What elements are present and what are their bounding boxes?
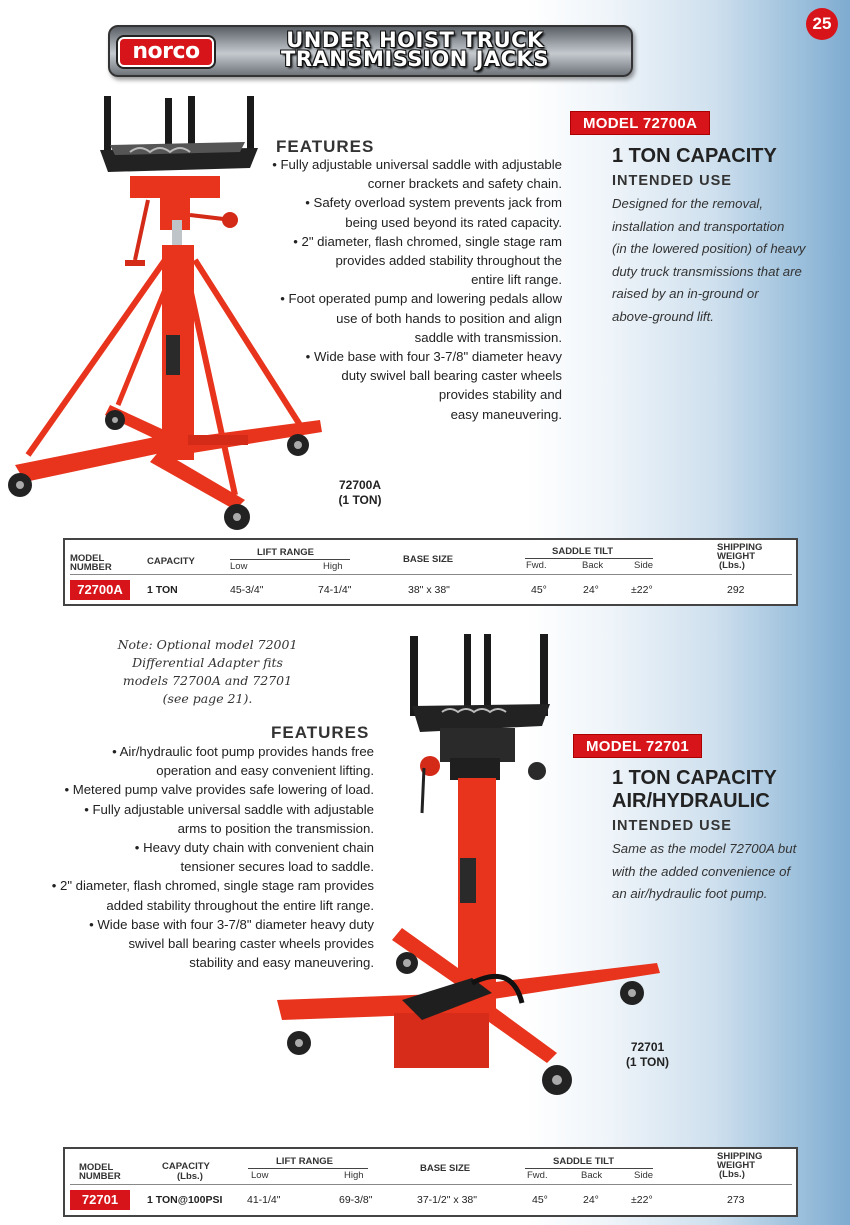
cell-side: ±22°: [631, 1194, 653, 1206]
intended-use-line: Designed for the removal,: [612, 196, 763, 211]
header-low: Low: [230, 561, 248, 572]
cell-back: 24°: [583, 1194, 599, 1206]
header-fwd: Fwd.: [527, 1170, 548, 1181]
header-shipping: SHIPPING: [717, 542, 763, 553]
header-base-size: BASE SIZE: [403, 554, 454, 565]
cell-back: 24°: [583, 584, 599, 596]
intended-use-title-72701: INTENDED USE: [612, 818, 732, 834]
note-line: (see page 21).: [162, 691, 253, 706]
image-caption-72700a: [320, 478, 400, 508]
header-lift-range: LIFT RANGE: [276, 1156, 333, 1167]
saddle-tilt-rule: [525, 558, 653, 559]
header-lbs: (Lbs.): [719, 1169, 745, 1180]
feature-line: operation and easy convenient lifting.: [156, 763, 374, 779]
feature-line: duty swivel ball bearing caster wheels: [341, 368, 562, 384]
header-weight: WEIGHT: [717, 551, 755, 562]
feature-line: • Wide base with four 3-7/8" diameter heavy: [305, 349, 562, 365]
feature-line: • Heavy duty chain with convenient chain: [134, 840, 374, 856]
row-model-tag: 72700A: [70, 580, 130, 600]
saddle-tilt-rule: [525, 1168, 653, 1169]
feature-line: swivel ball bearing caster wheels provides: [128, 936, 374, 952]
feature-line: saddle with transmission.: [414, 329, 562, 345]
page-title-line2: TRANSMISSION JACKS: [281, 47, 549, 71]
cell-high: 74-1/4": [318, 584, 352, 596]
header-back: Back: [581, 1170, 603, 1181]
header-back: Back: [582, 560, 604, 571]
header-side: Side: [634, 1170, 654, 1181]
page-title: [230, 28, 600, 71]
capacity-title-72701: [612, 767, 777, 813]
header-model: MODEL: [79, 1162, 114, 1173]
feature-line: • Fully adjustable universal saddle with adjustable: [272, 157, 562, 172]
cell-weight: 273: [727, 1194, 745, 1206]
row-model-tag: 72701: [70, 1190, 130, 1210]
intended-use-text-72701: [612, 838, 832, 906]
cell-low: 45-3/4": [230, 584, 264, 596]
intended-use-line: installation and transportation: [612, 218, 785, 234]
intended-use-line: an air/hydraulic foot pump.: [612, 886, 768, 901]
capacity-title-72700a: 1 TON CAPACITY: [612, 145, 777, 167]
cell-high: 69-3/8": [339, 1194, 373, 1206]
header-fwd: Fwd.: [526, 560, 547, 571]
note-line: models 72700A and 72701: [122, 673, 293, 688]
intended-use-line: raised by an in-ground or: [612, 286, 759, 301]
header-capacity-unit: (Lbs.): [177, 1171, 203, 1182]
header-lbs: (Lbs.): [719, 560, 745, 571]
caption-model: 72701: [630, 1040, 665, 1054]
intended-use-line: Same as the model 72700A but: [612, 841, 797, 856]
features-list-72700a: [262, 155, 562, 424]
norco-logo: norco: [118, 37, 214, 67]
caption-capacity: (1 TON): [625, 1055, 670, 1069]
page-title-line1: UNDER HOIST TRUCK: [286, 28, 544, 52]
note-line: Note: Optional model 72001: [117, 637, 298, 652]
header-high: High: [344, 1170, 364, 1181]
cell-capacity: 1 TON: [147, 584, 178, 596]
features-title-72701: FEATURES: [271, 723, 370, 742]
header-number: NUMBER: [79, 1171, 121, 1182]
intended-use-line: above-ground lift.: [612, 308, 714, 324]
feature-line: tensioner secures load to saddle.: [180, 859, 374, 875]
caption-model: 72700A: [338, 478, 382, 492]
feature-line: • 2" diameter, flash chromed, single stage ram provides: [51, 878, 374, 894]
feature-line: • Fully adjustable universal saddle with adjustable: [84, 801, 374, 817]
header-model: MODEL: [70, 553, 105, 564]
feature-line: • Wide base with four 3-7/8" diameter heavy duty: [89, 916, 374, 932]
header-saddle-tilt: SADDLE TILT: [552, 546, 614, 557]
feature-line: being used beyond its rated capacity.: [345, 214, 562, 230]
cell-low: 41-1/4": [247, 1194, 281, 1206]
feature-line: corner brackets and safety chain.: [367, 176, 562, 192]
image-caption-72701: [610, 1040, 685, 1070]
feature-line: added stability throughout the entire lift range.: [106, 897, 374, 913]
intended-use-line: with the added convenience of: [612, 863, 791, 879]
header-high: High: [323, 561, 343, 572]
cell-capacity: 1 TON@100PSI: [147, 1194, 223, 1206]
header-low: Low: [251, 1170, 269, 1181]
note-line: Differential Adapter fits: [132, 655, 283, 670]
intended-use-line: (in the lowered position) of heavy: [612, 241, 806, 256]
header-saddle-tilt: SADDLE TILT: [553, 1156, 615, 1167]
feature-line: entire lift range.: [471, 272, 562, 288]
capacity-title-line2: AIR/HYDRAULIC: [612, 790, 770, 812]
intended-use-line: duty truck transmissions that are: [612, 263, 802, 279]
capacity-title-line1: 1 TON CAPACITY: [612, 767, 777, 789]
cell-base-size: 37-1/2" x 38": [417, 1194, 477, 1206]
feature-line: • Air/hydraulic foot pump provides hands free: [112, 744, 374, 759]
feature-line: • Foot operated pump and lowering pedals allow: [280, 291, 562, 307]
header-shipping: SHIPPING: [717, 1151, 763, 1162]
header-side: Side: [634, 560, 654, 571]
lift-range-rule: [248, 1168, 368, 1169]
feature-line: • Safety overload system prevents jack from: [305, 195, 562, 211]
feature-line: • 2" diameter, flash chromed, single stage ram: [293, 233, 562, 249]
header-capacity: CAPACITY: [147, 556, 195, 567]
table-header-rule: [70, 574, 792, 575]
cell-fwd: 45°: [531, 584, 547, 596]
intended-use-text-72700a: [612, 193, 832, 328]
caption-capacity: (1 TON): [338, 493, 382, 507]
feature-line: use of both hands to position and align: [336, 310, 562, 326]
cell-fwd: 45°: [532, 1194, 548, 1206]
header-number: NUMBER: [70, 562, 112, 573]
cell-weight: 292: [727, 584, 745, 596]
feature-line: provides added stability throughout the: [335, 253, 562, 269]
feature-line: stability and easy maneuvering.: [189, 955, 374, 971]
header-capacity: CAPACITY: [162, 1161, 210, 1172]
header-weight: WEIGHT: [717, 1160, 755, 1171]
table-header-rule: [70, 1184, 792, 1185]
features-title-72700a: FEATURES: [276, 137, 375, 156]
header-base-size: BASE SIZE: [420, 1163, 471, 1174]
page-number-badge: 25: [806, 8, 838, 40]
cell-side: ±22°: [631, 584, 653, 596]
feature-line: provides stability and: [438, 387, 562, 403]
spec-table-72700a: [63, 538, 798, 606]
spec-table-72701: [63, 1147, 798, 1217]
model-tag-72700a: MODEL 72700A: [570, 111, 710, 135]
header-lift-range: LIFT RANGE: [257, 547, 314, 558]
lift-range-rule: [230, 559, 350, 560]
feature-line: • Metered pump valve provides safe lowering of load.: [64, 782, 374, 798]
features-list-72701: [40, 742, 374, 972]
cell-base-size: 38" x 38": [408, 584, 450, 596]
model-tag-72701: MODEL 72701: [573, 734, 702, 758]
feature-line: easy maneuvering.: [450, 406, 562, 422]
intended-use-title-72700a: INTENDED USE: [612, 173, 732, 189]
feature-line: arms to position the transmission.: [177, 820, 374, 836]
